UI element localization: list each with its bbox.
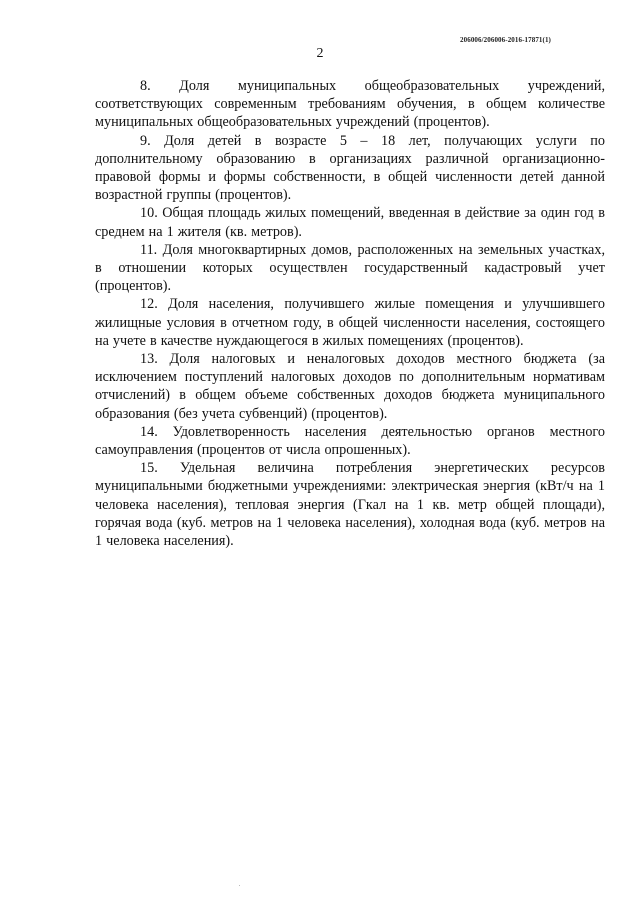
indicator-paragraph-13: 13. Доля налоговых и неналоговых доходов местного бюджета (за исключением поступлений налоговых доходов по дополнительным нормативам отчислений) в общем объеме собственных доходов бюджета муниципального образования (без учета субвенций) (процентов). [95,351,605,422]
indicator-paragraph-12: 12. Доля населения, получившего жилые помещения и улучшившего жилищные условия в отчетном году, в общей численности населения, состоящего на учете в качестве нуждающегося в жилых помещениях (процентов). [95,296,605,349]
document-body [95,77,605,550]
indicator-paragraph-8: 8. Доля муниципальных общеобразовательных учреждений, соответствующих современным требованиям обучения, в общем количестве муниципальных общеобразовательных учреждений (процентов). [95,78,605,131]
indicator-paragraph-9: 9. Доля детей в возрасте 5 – 18 лет, получающих услуги по дополнительному образованию в организациях различной организационно-правовой формы и формы собственности, в общей численности детей данной возрастной группы (процентов). [95,132,605,204]
scan-speck [239,885,240,886]
indicator-paragraph-11: 11. Доля многоквартирных домов, расположенных на земельных участках, в отношении которых осуществлен государственный кадастровый учет (процентов). [95,241,605,295]
indicator-paragraph-14: 14. Удовлетворенность населения деятельностью органов местного самоуправления (процентов от числа опрошенных). [95,423,605,459]
indicator-paragraph-10: 10. Общая площадь жилых помещений, введенная в действие за один год в среднем на 1 жителя (кв. метров). [95,205,605,240]
document-id: 206006/206006-2016-17871(1) [460,36,551,44]
indicator-paragraph-15: 15. Удельная величина потребления энергетических ресурсов муниципальными бюджетными учреждениями: электрическая энергия (кВт/ч на 1 человека населения), тепловая энергия (Гкал на 1 кв. метр общей площади), горячая вода (куб. метров на 1 человека населения), холодная вода (куб. метров на 1 человека населения). [95,460,605,550]
page-number: 2 [316,46,324,61]
